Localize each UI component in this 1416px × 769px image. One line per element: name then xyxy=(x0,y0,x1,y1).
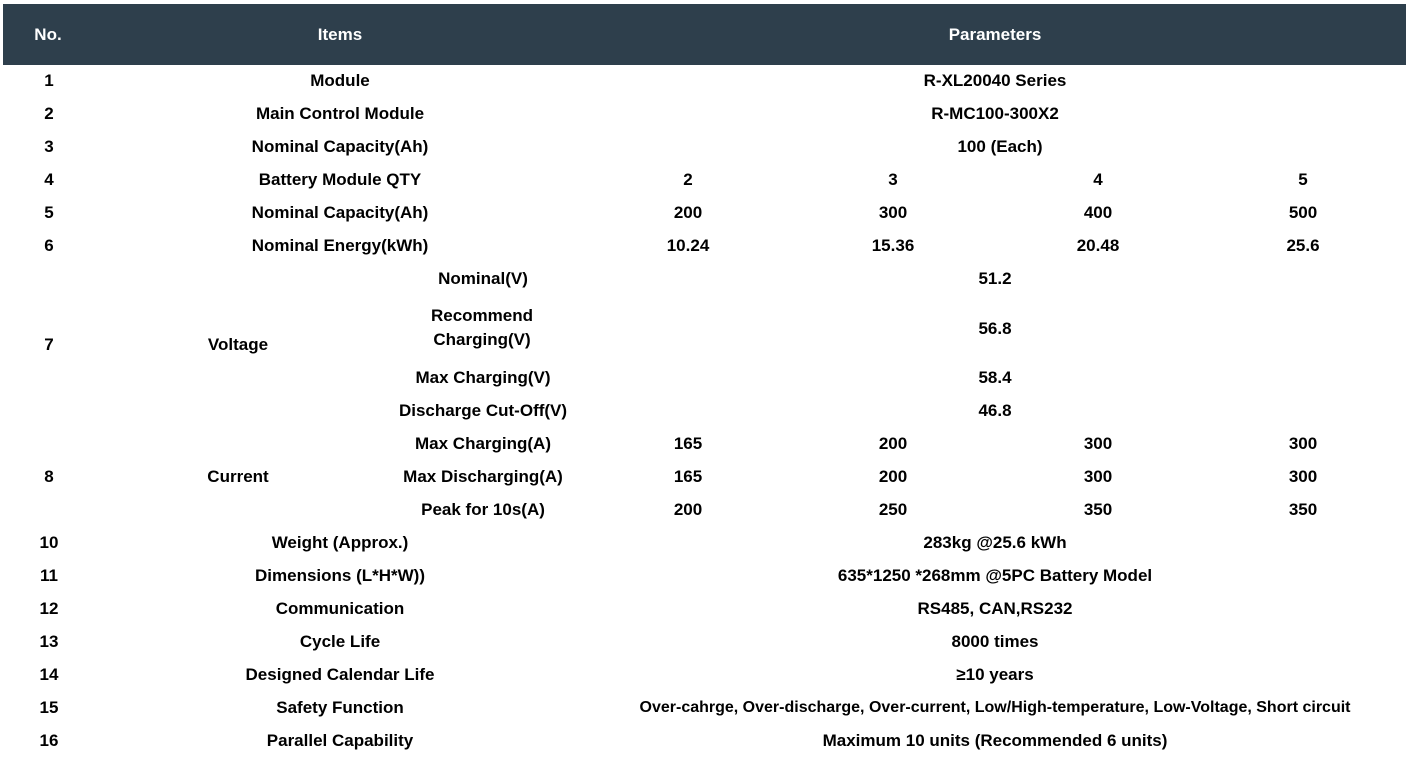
row-item: Dimensions (L*H*W)) xyxy=(255,566,425,585)
voltage-recommend-label-line2: Charging(V) xyxy=(433,330,531,349)
row-value-col2: 200 xyxy=(878,467,908,486)
row-number: 7 xyxy=(44,335,54,354)
row-value-col3: 400 xyxy=(1083,203,1113,222)
row-number: 11 xyxy=(40,566,58,585)
table-row xyxy=(0,625,1416,658)
row-value: 283kg @25.6 kWh xyxy=(923,533,1067,552)
row-value-col4: 350 xyxy=(1288,500,1318,519)
row-number: 5 xyxy=(44,203,54,222)
row-item: Nominal Capacity(Ah) xyxy=(251,203,429,222)
row-item: Parallel Capability xyxy=(266,731,414,750)
row-number: 10 xyxy=(39,533,59,552)
row-number: 15 xyxy=(39,698,59,717)
table-row xyxy=(0,460,1416,493)
table-row xyxy=(0,64,1416,97)
row-number: 8 xyxy=(44,467,54,486)
row-item: Safety Function xyxy=(276,698,404,717)
row-value-col2: 15.36 xyxy=(871,236,915,255)
row-value-col3: 300 xyxy=(1083,467,1113,486)
row-value-col1: 200 xyxy=(673,203,703,222)
table-row xyxy=(0,163,1416,196)
table-row xyxy=(0,262,1416,295)
row-value: Over-cahrge, Over-discharge, Over-current, Low/High-temperature, Low-Voltage, Short circuit xyxy=(639,699,1351,716)
row-item: Nominal Capacity(Ah) xyxy=(251,137,429,156)
table-row xyxy=(0,97,1416,130)
row-item: Nominal Energy(kWh) xyxy=(251,236,429,255)
row-value-col2: 3 xyxy=(888,170,898,189)
row-item: Battery Module QTY xyxy=(258,170,422,189)
voltage-recommend-label-line1: Recommend xyxy=(430,306,534,325)
voltage-cutoff-label: Discharge Cut-Off(V) xyxy=(398,401,568,420)
row-item: Voltage xyxy=(207,335,269,354)
row-value-col1: 165 xyxy=(673,434,703,453)
row-number: 13 xyxy=(39,632,59,651)
row-value-col1: 165 xyxy=(673,467,703,486)
table-row xyxy=(0,724,1416,757)
row-value-col3: 300 xyxy=(1083,434,1113,453)
row-value-col3: 350 xyxy=(1083,500,1113,519)
row-number: 4 xyxy=(44,170,54,189)
row-value: 100 (Each) xyxy=(957,137,1043,156)
row-value-col1: 2 xyxy=(683,170,693,189)
table-row xyxy=(0,691,1416,724)
row-value-col4: 300 xyxy=(1288,434,1318,453)
row-item: Main Control Module xyxy=(255,104,425,123)
row-number: 6 xyxy=(44,236,54,255)
current-peak-label: Peak for 10s(A) xyxy=(421,500,545,519)
table-row xyxy=(0,130,1416,163)
voltage-cutoff-value: 46.8 xyxy=(978,401,1012,420)
voltage-nominal-label: Nominal(V) xyxy=(438,269,528,288)
header-no: No. xyxy=(34,25,62,44)
row-number: 2 xyxy=(44,104,54,123)
row-number: 16 xyxy=(39,731,59,750)
table-row xyxy=(0,427,1416,460)
row-item: Weight (Approx.) xyxy=(271,533,409,552)
row-value-col2: 250 xyxy=(878,500,908,519)
voltage-max-charging-label: Max Charging(V) xyxy=(415,368,551,387)
row-value-col3: 4 xyxy=(1093,170,1103,189)
current-max-charging-label: Max Charging(A) xyxy=(415,434,551,453)
table-row xyxy=(0,229,1416,262)
table-row xyxy=(0,559,1416,592)
row-value: 635*1250 *268mm @5PC Battery Model xyxy=(837,566,1153,585)
row-value: R-MC100-300X2 xyxy=(931,104,1059,123)
row-value: RS485, CAN,RS232 xyxy=(917,599,1073,618)
row-value-col4: 5 xyxy=(1298,170,1308,189)
row-value: Maximum 10 units (Recommended 6 units) xyxy=(822,731,1168,750)
row-value-col4: 25.6 xyxy=(1286,236,1320,255)
table-row xyxy=(0,658,1416,691)
row-item: Designed Calendar Life xyxy=(245,665,435,684)
row-value-col2: 200 xyxy=(878,434,908,453)
row-value-col2: 300 xyxy=(878,203,908,222)
row-value: ≥10 years xyxy=(956,665,1034,684)
table-row xyxy=(0,394,1416,427)
row-value: R-XL20040 Series xyxy=(923,71,1067,90)
row-value-col3: 20.48 xyxy=(1076,236,1120,255)
table-row xyxy=(0,196,1416,229)
voltage-nominal-value: 51.2 xyxy=(978,269,1012,288)
row-value-col4: 300 xyxy=(1288,467,1318,486)
table-row xyxy=(0,526,1416,559)
row-item: Module xyxy=(310,71,370,90)
table-row xyxy=(0,361,1416,394)
voltage-recommend-value: 56.8 xyxy=(978,319,1012,338)
row-value: 8000 times xyxy=(951,632,1039,651)
header-items: Items xyxy=(317,25,363,44)
row-number: 3 xyxy=(44,137,54,156)
row-item: Cycle Life xyxy=(299,632,381,651)
row-number: 1 xyxy=(44,71,54,90)
row-value-col4: 500 xyxy=(1288,203,1318,222)
row-number: 12 xyxy=(39,599,59,618)
row-item: Current xyxy=(207,467,269,486)
table-row xyxy=(0,592,1416,625)
table-header xyxy=(3,4,1406,65)
header-parameters: Parameters xyxy=(948,25,1042,44)
row-value-col1: 200 xyxy=(673,500,703,519)
voltage-max-charging-value: 58.4 xyxy=(978,368,1012,387)
current-max-discharging-label: Max Discharging(A) xyxy=(403,467,563,486)
row-number: 14 xyxy=(39,665,59,684)
row-value-col1: 10.24 xyxy=(666,236,710,255)
table-row xyxy=(0,493,1416,526)
row-item: Communication xyxy=(275,599,405,618)
